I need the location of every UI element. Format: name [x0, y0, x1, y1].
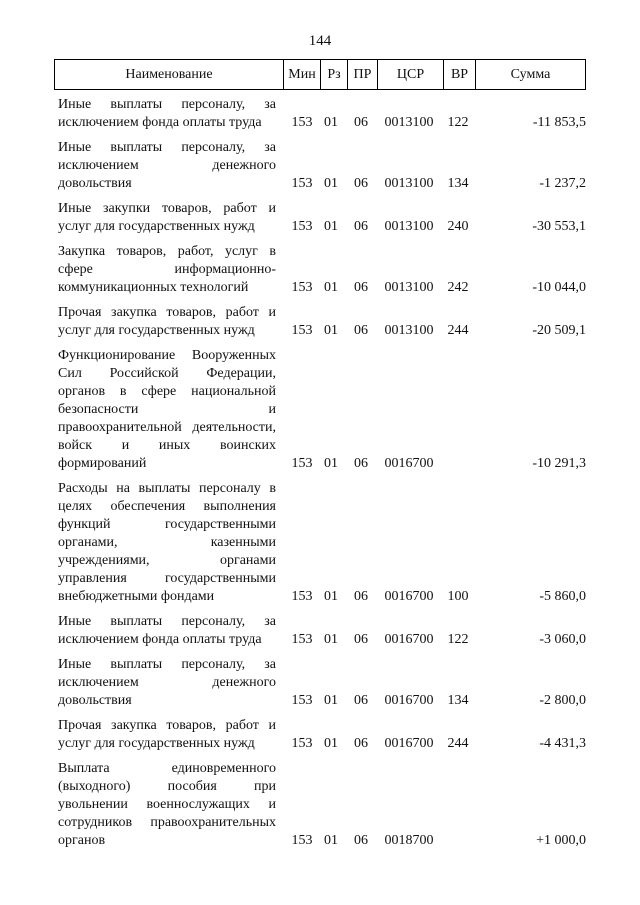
row-min: 153 [291, 736, 313, 751]
table-row [58, 347, 586, 473]
table-row [58, 760, 586, 850]
row-min: 153 [291, 456, 313, 471]
header-name: Наименование [55, 60, 284, 89]
row-pr: 06 [354, 176, 368, 191]
row-name: Функционирование Вооруженных Сил Российской Федерации, органов в сфере национальной безопасности и правоохранительной деятельности, войск и иных воинских формирований [58, 348, 276, 471]
row-name: Прочая закупка товаров, работ и услуг для государственных нужд [58, 305, 276, 338]
row-min: 153 [291, 693, 313, 708]
header-csr: ЦСР [378, 60, 444, 89]
row-vr: 244 [447, 736, 469, 751]
row-vr: 242 [447, 280, 469, 295]
row-pr: 06 [354, 589, 368, 604]
row-sum: +1 000,0 [536, 833, 586, 848]
row-pr: 06 [354, 456, 368, 471]
row-vr: 122 [447, 632, 469, 647]
row-name: Иные выплаты персоналу, за исключением денежного довольствия [58, 657, 276, 708]
row-name: Расходы на выплаты персоналу в целях обеспечения выполнения функций государственными органами, казенными учреждениями, органами управления государственными внебюджетными фондами [58, 481, 276, 604]
row-csr: 0013100 [384, 280, 434, 295]
row-rz: 01 [324, 176, 338, 191]
header-sum: Сумма [510, 67, 551, 82]
row-rz: 01 [324, 456, 338, 471]
row-csr: 0013100 [384, 219, 434, 234]
row-min: 153 [291, 589, 313, 604]
row-name: Закупка товаров, работ, услуг в сфере информационно-коммуникационных технологий [58, 244, 276, 295]
row-sum: -4 431,3 [539, 736, 586, 751]
row-csr: 0016700 [384, 693, 434, 708]
row-csr: 0013100 [384, 115, 434, 130]
header-min: Мин [284, 60, 321, 89]
row-csr: 0016700 [384, 456, 434, 471]
row-sum: -20 509,1 [532, 323, 586, 338]
table-row [58, 480, 586, 606]
row-sum: -10 291,3 [532, 456, 586, 471]
row-min: 153 [291, 632, 313, 647]
row-rz: 01 [324, 280, 338, 295]
row-sum: -10 044,0 [532, 280, 586, 295]
row-csr: 0013100 [384, 323, 434, 338]
row-min: 153 [291, 323, 313, 338]
row-pr: 06 [354, 693, 368, 708]
row-vr: 134 [447, 693, 469, 708]
row-rz: 01 [324, 833, 338, 848]
row-name: Иные закупки товаров, работ и услуг для государственных нужд [58, 201, 276, 234]
row-pr: 06 [354, 323, 368, 338]
row-sum: -30 553,1 [532, 219, 586, 234]
row-csr: 0016700 [384, 736, 434, 751]
table-row [58, 139, 586, 193]
row-vr: 122 [447, 115, 469, 130]
header-vr: ВР [444, 60, 476, 89]
table-header [54, 59, 586, 90]
row-csr: 0016700 [384, 589, 434, 604]
row-csr: 0016700 [384, 632, 434, 647]
row-rz: 01 [324, 219, 338, 234]
row-sum: -2 800,0 [539, 693, 586, 708]
row-csr: 0018700 [384, 833, 434, 848]
header-rz: Рз [321, 60, 348, 89]
row-rz: 01 [324, 632, 338, 647]
row-rz: 01 [324, 115, 338, 130]
row-min: 153 [291, 115, 313, 130]
table-row [58, 304, 586, 340]
row-sum: -5 860,0 [539, 589, 586, 604]
header-pr: ПР [348, 60, 378, 89]
row-sum: -11 853,5 [532, 115, 586, 130]
row-sum: -3 060,0 [539, 632, 586, 647]
row-name: Выплата единовременного (выходного) пособия при увольнении военнослужащих и сотрудников правоохранительных органов [58, 761, 276, 848]
row-pr: 06 [354, 115, 368, 130]
table-row [58, 200, 586, 236]
row-min: 153 [291, 176, 313, 191]
row-pr: 06 [354, 280, 368, 295]
row-pr: 06 [354, 736, 368, 751]
row-min: 153 [291, 280, 313, 295]
row-pr: 06 [354, 632, 368, 647]
row-rz: 01 [324, 589, 338, 604]
row-name: Прочая закупка товаров, работ и услуг для государственных нужд [58, 718, 276, 751]
row-vr: 244 [447, 323, 469, 338]
table-row [58, 656, 586, 710]
table-row [58, 96, 586, 132]
row-csr: 0013100 [384, 176, 434, 191]
row-rz: 01 [324, 736, 338, 751]
row-vr: 134 [447, 176, 469, 191]
row-min: 153 [291, 219, 313, 234]
row-name: Иные выплаты персоналу, за исключением денежного довольствия [58, 140, 276, 191]
row-vr: 100 [447, 589, 469, 604]
table-row [58, 243, 586, 297]
row-vr: 240 [447, 219, 469, 234]
row-min: 153 [291, 833, 313, 848]
row-name: Иные выплаты персоналу, за исключением фонда оплаты труда [58, 614, 276, 647]
row-rz: 01 [324, 323, 338, 338]
table-body [58, 96, 586, 857]
row-name: Иные выплаты персоналу, за исключением фонда оплаты труда [58, 97, 276, 130]
table-row [58, 613, 586, 649]
table-row [58, 717, 586, 753]
row-rz: 01 [324, 693, 338, 708]
row-pr: 06 [354, 833, 368, 848]
page-number: 144 [308, 33, 332, 49]
row-pr: 06 [354, 219, 368, 234]
row-sum: -1 237,2 [539, 176, 586, 191]
